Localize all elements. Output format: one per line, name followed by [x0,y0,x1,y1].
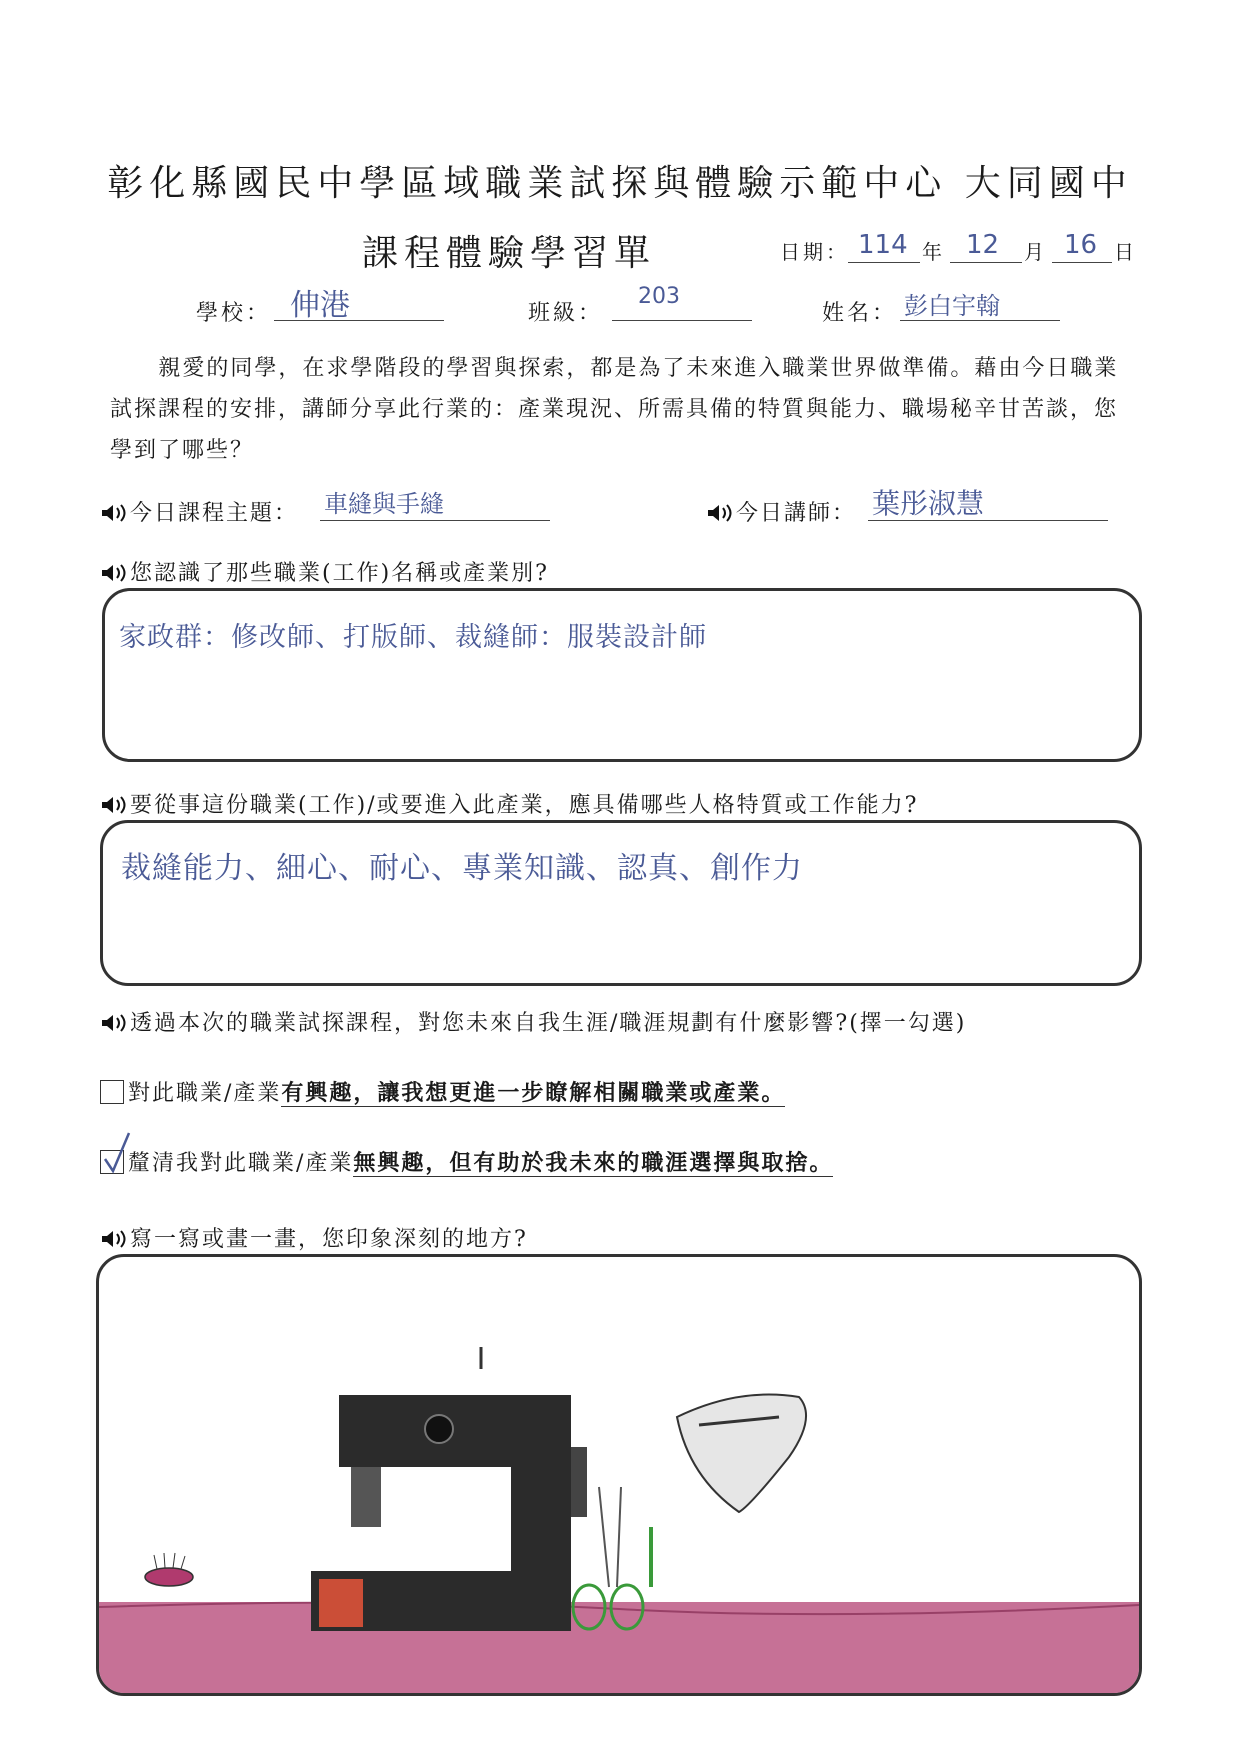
iron-drawing [677,1395,806,1513]
name-label: 姓名： [822,301,898,326]
date-label: 日期： [780,240,849,264]
speaker-icon [100,1229,128,1249]
school-field[interactable]: 伸港 [274,290,444,321]
option-1-label: 對此職業/產業有興趣，讓我想更進一步瞭解相關職業或產業。 [128,1080,786,1106]
sewing-machine-drawing [311,1347,587,1631]
option-2-label: 釐清我對此職業/產業無興趣，但有助於我未來的職涯選擇與取捨。 [128,1150,834,1176]
name-field[interactable]: 彭白宇翰 [900,290,1060,321]
question-2: 要從事這份職業(工作)/或要進入此產業，應具備哪些人格特質或工作能力? [100,788,918,819]
speaker-icon [706,503,734,523]
speaker-icon [100,563,128,583]
school-label: 學校： [196,301,272,326]
topic-field[interactable]: 車縫與手縫 [320,490,550,521]
answer-1-text: 家政群：修改師、打版師、裁縫師：服裝設計師 [119,622,707,653]
date-day-unit: 日 [1114,240,1137,264]
topic-label: 今日課程主題： [100,496,298,527]
pin-cushion-drawing [145,1553,193,1586]
class-label: 班級： [528,301,604,326]
speaker-icon [100,1013,128,1033]
answer-box-1[interactable] [102,588,1142,762]
date-year-unit: 年 [922,240,945,264]
answer-2-text: 裁縫能力、細心、耐心、專業知識、認真、創作力 [121,851,803,886]
speaker-icon [100,503,128,523]
question-1: 您認識了那些職業(工作)名稱或產業別? [100,556,549,587]
page-subtitle: 課程體驗學習單 [362,233,657,274]
question-3: 透過本次的職業試探課程，對您未來自我生涯/職涯規劃有什麼影響?(擇一勾選) [100,1006,966,1037]
teacher-field[interactable]: 葉彤淑慧 [868,490,1108,521]
speaker-icon [100,795,128,815]
option-1-checkbox[interactable] [100,1080,124,1104]
teacher-label: 今日講師： [706,496,856,527]
date-month-unit: 月 [1024,240,1047,264]
date-month-field[interactable]: 12 [950,232,1022,263]
question-4: 寫一寫或畫一畫，您印象深刻的地方? [100,1222,528,1253]
drawing-box[interactable] [96,1254,1142,1696]
answer-box-2[interactable] [100,820,1142,986]
date-day-field[interactable]: 16 [1052,232,1112,263]
option-2-checkbox[interactable] [100,1150,124,1174]
student-drawing [99,1257,1139,1693]
class-field[interactable]: 203 [612,290,752,321]
page-title: 彰化縣國民中學區域職業試探與體驗示範中心 大同國中 [107,163,1133,204]
intro-paragraph: 親愛的同學，在求學階段的學習與探索，都是為了未來進入職業世界做準備。藉由今日職業試探課程的安排，講師分享此行業的：產業現況、所需具備的特質與能力、職場秘辛甘苦談，您學到了哪些？ [110,356,1119,463]
date-year-field[interactable]: 114 [848,232,920,263]
